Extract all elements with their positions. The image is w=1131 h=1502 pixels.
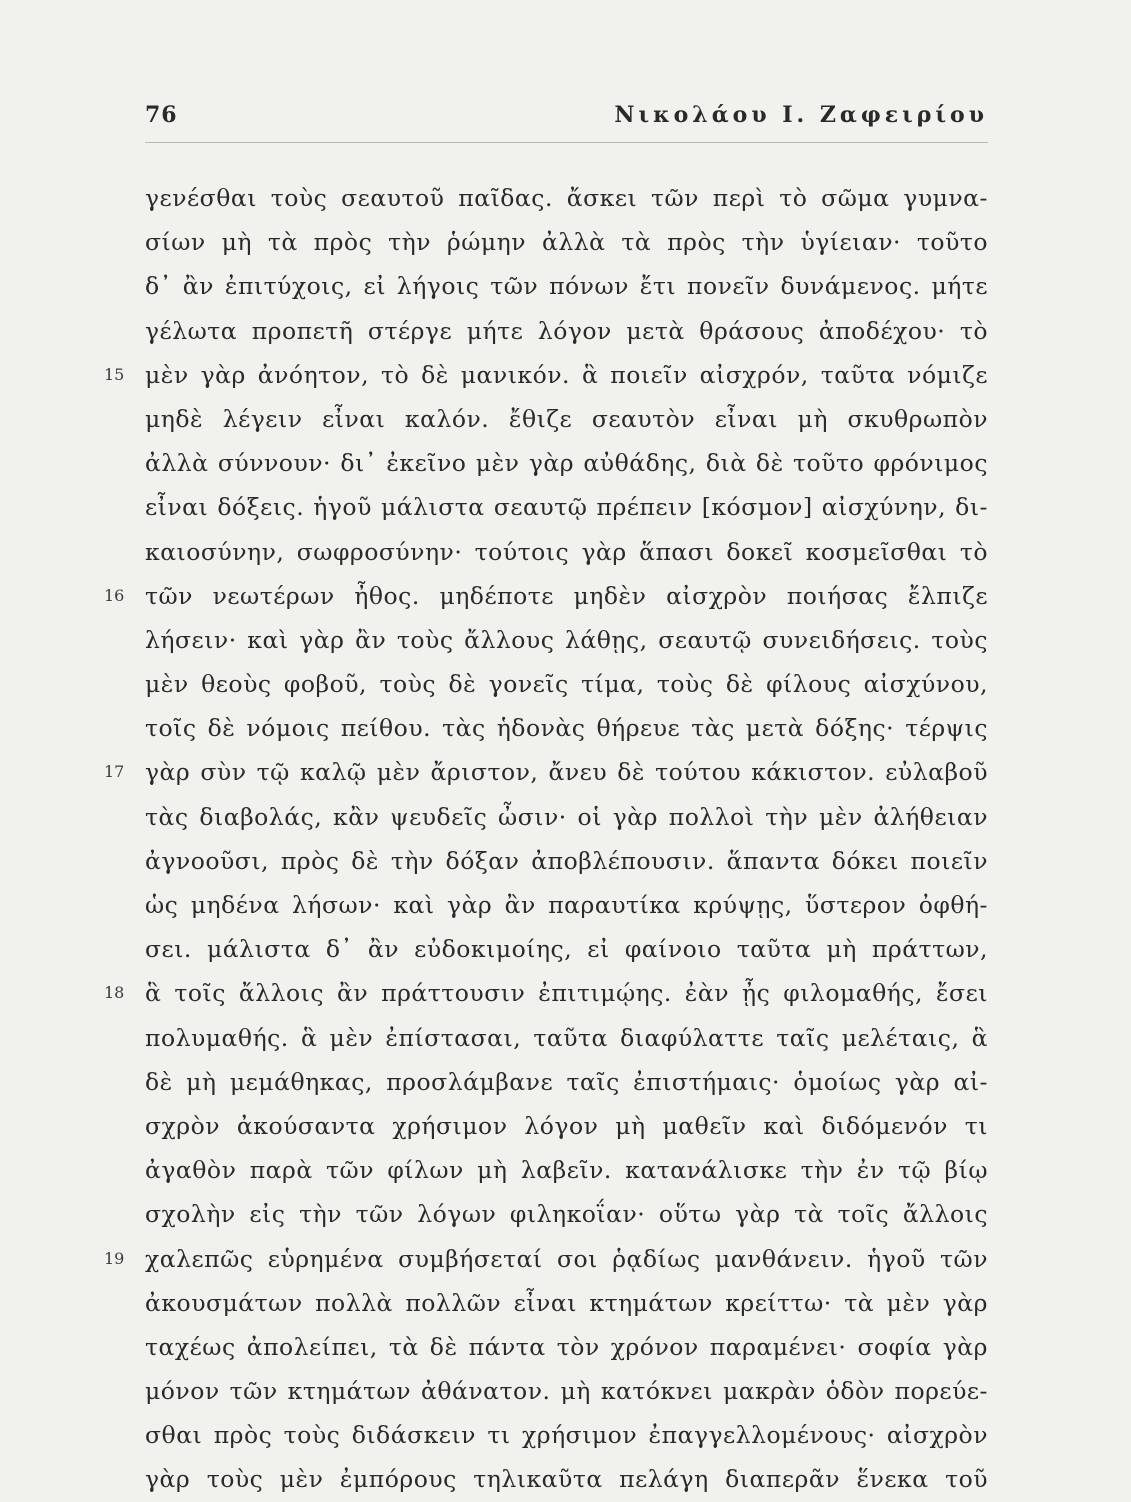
line-text: ὡς μηδένα λήσων· καὶ γὰρ ἂν παραυτίκα κρύψῃς, ὕστερον ὀφθή-	[145, 891, 988, 919]
line-text: γὰρ τοὺς μὲν ἐμπόρους τηλικαῦτα πελάγη διαπερᾶν ἕνεκα τοῦ	[145, 1465, 988, 1494]
text-line	[0, 485, 1131, 529]
text-line	[0, 839, 1131, 883]
line-text: σθαι πρὸς τοὺς διδάσκειν τι χρήσιμον ἐπαγγελλομένους· αἰσχρὸν	[145, 1421, 988, 1450]
line-text: ἀλλὰ σύννουν· δι᾿ ἐκεῖνο μὲν γὰρ αὐθάδης, διὰ δὲ τοῦτο φρόνιμος	[145, 449, 988, 478]
text-line	[0, 706, 1131, 750]
text-line	[0, 662, 1131, 706]
text-line	[0, 1413, 1131, 1457]
line-text: εἶναι δόξεις. ἡγοῦ μάλιστα σεαυτῷ πρέπειν [κόσμον] αἰσχύνην, δι-	[145, 493, 988, 522]
text-line	[0, 971, 1131, 1015]
line-text: πολυμαθής. ἃ μὲν ἐπίστασαι, ταῦτα διαφύλαττε ταῖς μελέταις, ἃ	[145, 1023, 988, 1052]
line-text: καιοσύνην, σωφροσύνην· τούτοις γὰρ ἅπασι δοκεῖ κοσμεῖσθαι τὸ	[145, 537, 988, 566]
text-line	[0, 1016, 1131, 1060]
line-text: χαλεπῶς εὑρημένα συμβήσεταί σοι ῥᾳδίως μανθάνειν. ἡγοῦ τῶν	[145, 1244, 988, 1273]
line-text: ἀγαθὸν παρὰ τῶν φίλων μὴ λαβεῖν. κατανάλισκε τὴν ἐν τῷ βίῳ	[145, 1156, 988, 1185]
text-line	[0, 397, 1131, 441]
section-number: 19	[104, 1248, 125, 1268]
text-line	[0, 1237, 1131, 1281]
section-number: 15	[104, 364, 125, 384]
line-text: τῶν νεωτέρων ἦθος. μηδέποτε μηδὲν αἰσχρὸν ποιήσας ἔλπιζε	[145, 581, 988, 610]
text-line	[0, 574, 1131, 618]
text-line	[0, 176, 1131, 220]
text-line	[0, 1325, 1131, 1369]
line-text: γὰρ σὺν τῷ καλῷ μὲν ἄριστον, ἄνευ δὲ τούτου κάκιστον. εὐλαβοῦ	[145, 758, 988, 787]
section-number: 17	[104, 762, 125, 782]
section-number: 16	[104, 585, 125, 605]
line-text: λήσειν· καὶ γὰρ ἂν τοὺς ἄλλους λάθῃς, σεαυτῷ συνειδήσεις. τοὺς	[145, 625, 988, 654]
line-text: ἀγνοοῦσι, πρὸς δὲ τὴν δόξαν ἀποβλέπουσιν. ἅπαντα δόκει ποιεῖν	[145, 846, 988, 875]
text-line	[0, 1369, 1131, 1413]
line-text: σχρὸν ἀκούσαντα χρήσιμον λόγον μὴ μαθεῖν καὶ διδόμενόν τι	[145, 1111, 988, 1140]
line-text: ταχέως ἀπολείπει, τὰ δὲ πάντα τὸν χρόνον παραμένει· σοφία γὰρ	[145, 1332, 988, 1361]
line-text: τὰς διαβολάς, κἂν ψευδεῖς ὦσιν· οἱ γὰρ πολλοὶ τὴν μὲν ἀλήθειαν	[145, 802, 988, 831]
line-text: σχολὴν εἰς τὴν τῶν λόγων φιληκοΐαν· οὕτω γὰρ τὰ τοῖς ἄλλοις	[145, 1200, 988, 1229]
text-line	[0, 441, 1131, 485]
text-line	[0, 264, 1131, 308]
line-text: τοῖς δὲ νόμοις πείθου. τὰς ἡδονὰς θήρευε τὰς μετὰ δόξης· τέρψις	[145, 714, 988, 743]
line-text: μηδὲ λέγειν εἶναι καλόν. ἔθιζε σεαυτὸν εἶναι μὴ σκυθρωπὸν	[145, 404, 988, 433]
page-number: 76	[145, 102, 178, 128]
page-header	[145, 102, 988, 143]
text-line	[0, 795, 1131, 839]
line-text: μὲν γὰρ ἀνόητον, τὸ δὲ μανικόν. ἃ ποιεῖν αἰσχρόν, ταῦτα νόμιζε	[145, 360, 988, 389]
line-text: ἃ τοῖς ἄλλοις ἂν πράττουσιν ἐπιτιμῴης. ἐὰν ᾖς φιλομαθής, ἔσει	[145, 979, 988, 1008]
line-text: ἀκουσμάτων πολλὰ πολλῶν εἶναι κτημάτων κρείττω· τὰ μὲν γὰρ	[145, 1288, 988, 1317]
text-line	[0, 1060, 1131, 1104]
line-text: σει. μάλιστα δ᾿ ἂν εὐδοκιμοίης, εἰ φαίνοιο ταῦτα μὴ πράττων,	[145, 935, 988, 964]
line-text: μὲν θεοὺς φοβοῦ, τοὺς δὲ γονεῖς τίμα, τοὺς δὲ φίλους αἰσχύνου,	[145, 670, 988, 699]
text-line	[0, 883, 1131, 927]
line-text: μόνον τῶν κτημάτων ἀθάνατον. μὴ κατόκνει μακρὰν ὁδὸν πορεύε-	[145, 1377, 988, 1406]
text-line	[0, 220, 1131, 264]
text-line	[0, 309, 1131, 353]
text-line	[0, 530, 1131, 574]
text-line	[0, 1281, 1131, 1325]
text-line	[0, 1192, 1131, 1236]
running-head: Νικολάου Ι. Ζαφειρίου	[614, 102, 988, 128]
line-text: σίων μὴ τὰ πρὸς τὴν ῥώμην ἀλλὰ τὰ πρὸς τὴν ὑγίειαν· τοῦτο	[145, 228, 988, 257]
line-text: δὲ μὴ μεμάθηκας, προσλάμβανε ταῖς ἐπιστήμαις· ὁμοίως γὰρ αἰ-	[145, 1067, 988, 1096]
text-line	[0, 750, 1131, 794]
text-line	[0, 618, 1131, 662]
section-number: 18	[104, 983, 125, 1003]
text-line	[0, 1148, 1131, 1192]
line-text: γενέσθαι τοὺς σεαυτοῦ παῖδας. ἄσκει τῶν περὶ τὸ σῶμα γυμνα-	[145, 184, 988, 212]
line-text: δ᾿ ἂν ἐπιτύχοις, εἰ λήγοις τῶν πόνων ἔτι πονεῖν δυνάμενος. μήτε	[145, 272, 988, 301]
text-line	[0, 353, 1131, 397]
text-line	[0, 1104, 1131, 1148]
text-line	[0, 927, 1131, 971]
body-text	[0, 176, 1131, 1502]
line-text: γέλωτα προπετῆ στέργε μήτε λόγον μετὰ θράσους ἀποδέχου· τὸ	[145, 316, 988, 345]
text-line	[0, 1457, 1131, 1501]
